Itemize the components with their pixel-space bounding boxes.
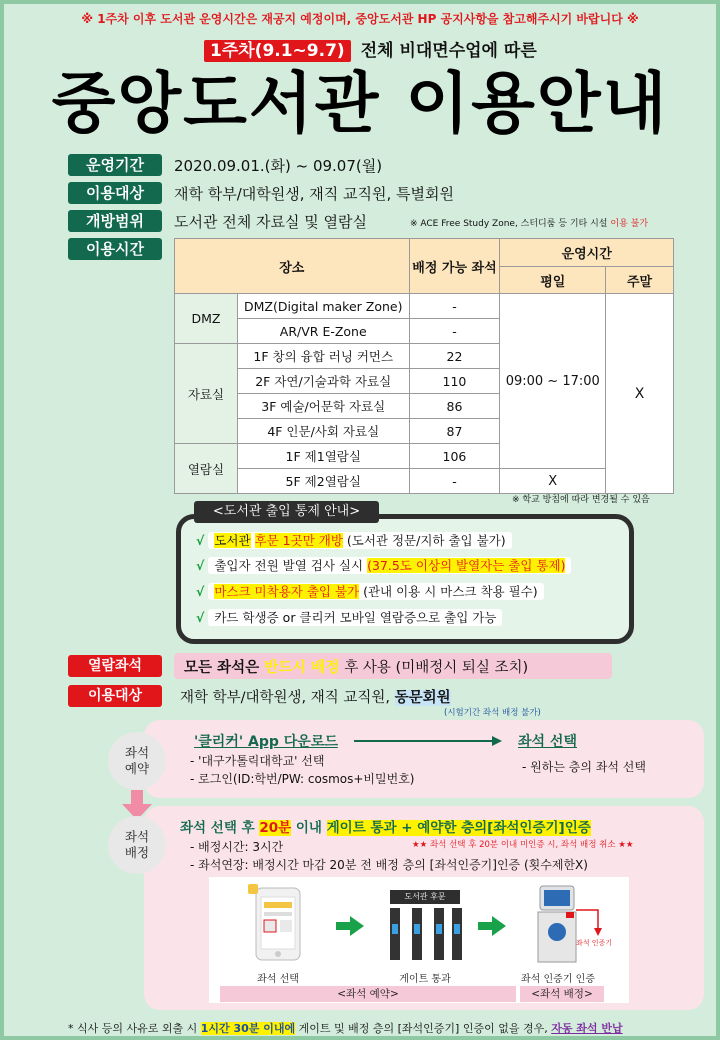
assign-warn: ★★ 좌석 선택 후 20분 이내 미인증 시, 좌석 배정 취소 ★★	[412, 840, 634, 850]
table-row-seats: -	[409, 319, 500, 344]
seat-b: 반드시 배정	[264, 660, 340, 676]
assign-l1: - 배정시간: 3시간	[190, 840, 284, 854]
assign-headline-a: 좌석 선택 후	[180, 820, 255, 836]
pointer-arrow-icon	[576, 908, 604, 938]
table-row-place: AR/VR E-Zone	[237, 319, 409, 344]
weekend-hours: X	[606, 294, 674, 494]
gate-item-1	[196, 530, 512, 551]
weekday-hours: 09:00 ~ 17:00	[500, 294, 606, 469]
cat-dmz: DMZ	[175, 294, 238, 344]
assign-headline-b: 20분	[259, 820, 292, 836]
cat-data: 자료실	[175, 344, 238, 444]
table-row-seats: -	[409, 294, 500, 319]
reserve-select-l1: - 원하는 층의 좌석 선택	[522, 760, 646, 774]
gate-sign: 도서관 후문	[390, 890, 460, 904]
table-note: ※ 학교 방침에 따라 변경될 수 있음	[512, 495, 650, 505]
arrow-right-icon	[336, 916, 364, 936]
gate-item-4	[196, 607, 502, 628]
gate-item-2	[196, 555, 571, 576]
table-row-seats: 87	[409, 419, 500, 444]
reading-target-b: 동문회원	[394, 690, 451, 706]
th-hours: 운영시간	[500, 239, 674, 267]
footer-b: 1시간 30분 이내에	[200, 1022, 296, 1035]
table-row-seats: 22	[409, 344, 500, 369]
top-notice: ※ 1주차 이후 도서관 운영시간은 재공지 예정이며, 중앙도서관 HP 공지사항을 참고해주시기 바랍니다 ※	[81, 12, 639, 26]
seat-c: 후 사용 (미배정시 퇴실 조치)	[344, 660, 529, 676]
scope-note	[410, 216, 648, 229]
caption-2: 게이트 통과	[399, 974, 451, 985]
page-title: 중앙도서관 이용안내	[51, 65, 669, 142]
arrow-right-icon	[478, 916, 506, 936]
check-icon: √	[196, 584, 205, 599]
hours-label: 이용시간	[68, 238, 162, 260]
hours-table	[174, 238, 674, 494]
table-row-place: 1F 제1열람실	[237, 444, 409, 469]
reading-target	[180, 686, 451, 707]
reserve-circle-text: 좌석 예약	[124, 745, 150, 776]
gate-item-1-a: 도서관	[214, 533, 251, 548]
scope-note-red: 이용 불가	[610, 219, 649, 229]
table-row-place: 1F 창의 융합 러닝 커먼스	[237, 344, 409, 369]
gate-item-3-b: (관내 이용 시 마스크 착용 필수)	[363, 584, 538, 599]
table-row-place: DMZ(Digital maker Zone)	[237, 294, 409, 319]
kiosk-image	[532, 884, 582, 966]
period-value: 2020.09.01.(화) ~ 09.07(월)	[174, 157, 383, 175]
table-row-place: 2F 자연/기술과학 자료실	[237, 369, 409, 394]
gate-item-1-b: 후문 1곳만 개방	[254, 533, 343, 548]
target-label: 이용대상	[68, 182, 162, 204]
subtitle	[204, 36, 537, 61]
scope-note-text: ※ ACE Free Study Zone, 스터디룸 등 기타 시설	[410, 219, 608, 229]
week-badge: 1주차(9.1~9.7)	[204, 40, 351, 62]
th-seats: 배정 가능 좌석	[409, 239, 500, 294]
reading-target-a: 재학 학부/대학원생, 재직 교직원,	[180, 690, 391, 706]
subtitle-text: 전체 비대면수업에 따른	[360, 41, 537, 61]
caption-1: 좌석 선택	[257, 974, 299, 985]
reserve-circle	[108, 732, 166, 790]
footer-note	[68, 1020, 623, 1036]
footer-a: * 식사 등의 사유로 외출 시	[68, 1022, 198, 1035]
check-icon: √	[196, 533, 205, 548]
check-icon: √	[196, 610, 205, 625]
gate-item-2-b: (37.5도 이상의 발열자는 출입 통제)	[367, 558, 566, 573]
check-icon: √	[196, 558, 205, 573]
target-value: 재학 학부/대학원생, 재직 교직원, 특별회원	[174, 185, 454, 203]
scope-label: 개방범위	[68, 210, 162, 232]
th-place: 장소	[175, 239, 410, 294]
assign-headline-c: 이내	[295, 820, 322, 836]
closed-mark: X	[500, 469, 606, 494]
reserve-app-l1: - '대구가톨릭대학교' 선택	[190, 754, 325, 768]
gate-title: <도서관 출입 통제 안내>	[194, 501, 379, 523]
table-row-place: 3F 예술/어문학 자료실	[237, 394, 409, 419]
table-row-seats: 86	[409, 394, 500, 419]
gate-item-2-a: 출입자 전원 발열 검사 실시	[214, 558, 364, 573]
assign-l2: - 좌석연장: 배정시간 마감 20분 전 배정 층의 [좌석인증기]인증 (횟수제한X)	[190, 858, 588, 872]
gate-item-3	[196, 581, 544, 602]
seat-text	[184, 656, 528, 677]
assign-headline	[180, 816, 591, 836]
footer-d: 자동 좌석 반납	[551, 1022, 623, 1035]
footer-c: 게이트 및 배정 층의 [좌석인증기] 인증이 없을 경우,	[298, 1022, 548, 1035]
seat-a: 모든 좌석은	[184, 660, 260, 676]
phone-app-image	[248, 884, 308, 964]
reading-target-note: (시험기간 좌석 배정 불가)	[444, 708, 541, 718]
period-label: 운영기간	[68, 154, 162, 176]
scope-value: 도서관 전체 자료실 및 열람실	[174, 213, 367, 231]
band-reserve: <좌석 예약>	[220, 986, 516, 1002]
table-row-seats: 106	[409, 444, 500, 469]
caption-3: 좌석 인증기 인증	[521, 974, 595, 985]
kiosk-note: 좌석 인증기	[576, 939, 613, 947]
gate-item-4-text: 카드 학생증 or 클리커 모바일 열람증으로 출입 가능	[208, 609, 502, 626]
table-row-seats: -	[409, 469, 500, 494]
gate-item-3-a: 마스크 미착용자 출입 불가	[214, 584, 360, 599]
seat-label: 열람좌석	[68, 655, 162, 677]
assign-headline-d: 게이트 통과 + 예약한 층의[좌석인증기]인증	[326, 820, 591, 836]
reserve-app: '클리커' App 다운로드	[194, 734, 338, 750]
band-assign: <좌석 배정>	[520, 986, 604, 1002]
th-weekday: 평일	[500, 267, 606, 294]
reserve-select: 좌석 선택	[518, 734, 577, 750]
assign-circle-text: 좌석 배정	[124, 829, 150, 860]
th-weekend: 주말	[606, 267, 674, 294]
table-row-place: 5F 제2열람실	[237, 469, 409, 494]
table-row-seats: 110	[409, 369, 500, 394]
cat-read: 열람실	[175, 444, 238, 494]
gate-image	[386, 904, 466, 964]
reserve-app-l2: - 로그인(ID:학번/PW: cosmos+비밀번호)	[190, 772, 415, 786]
assign-circle	[108, 816, 166, 874]
arrow-right-icon	[354, 734, 502, 748]
table-row-place: 4F 인문/사회 자료실	[237, 419, 409, 444]
gate-item-1-c: (도서관 정문/지하 출입 불가)	[346, 533, 506, 548]
reading-target-label: 이용대상	[68, 685, 162, 707]
